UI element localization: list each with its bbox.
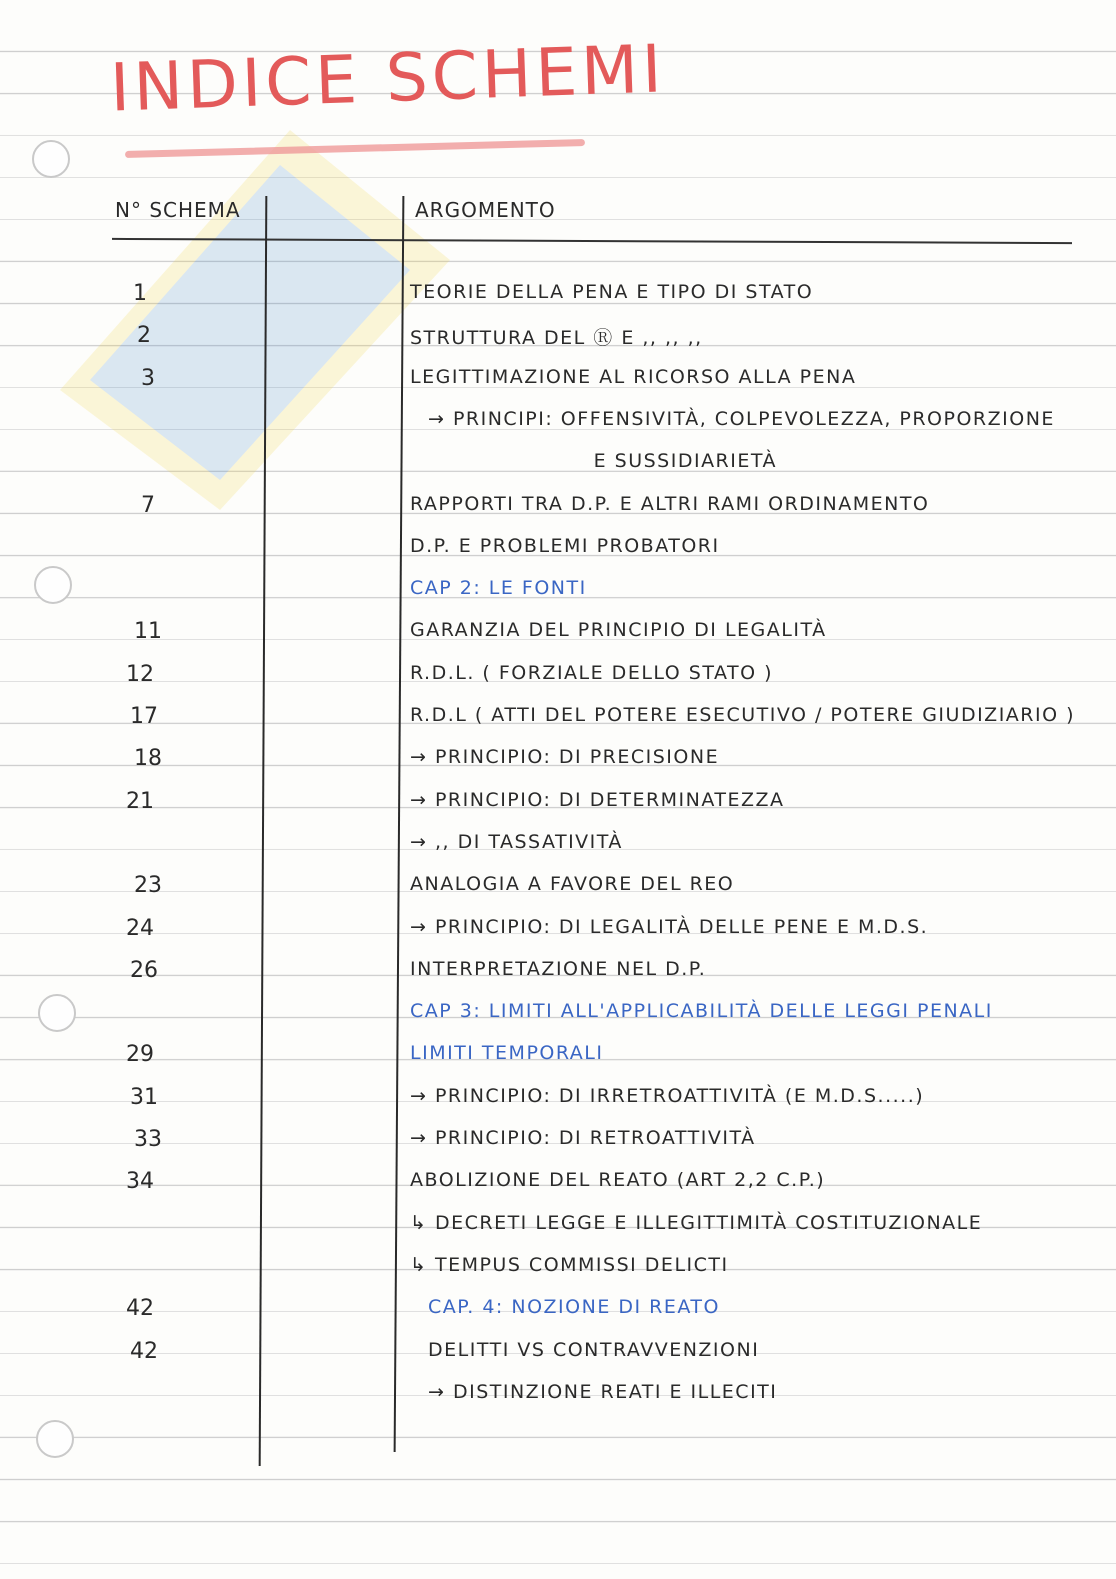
schema-number: 3 (141, 366, 155, 391)
chapter-heading: CAP 3: LIMITI ALL'APPLICABILITÀ DELLE LEGGI PENALI (410, 1000, 993, 1022)
schema-number: 11 (134, 619, 162, 644)
schema-number: 2 (137, 323, 151, 348)
schema-number: 42 (126, 1296, 154, 1321)
topic-text: → PRINCIPIO: DI IRRETROATTIVITÀ (E M.D.S.....) (410, 1085, 925, 1107)
topic-text: D.P. E PROBLEMI PROBATORI (410, 535, 720, 557)
table-row (0, 704, 1116, 740)
topic-text: → PRINCIPIO: DI PRECISIONE (410, 746, 720, 768)
table-row (0, 577, 1116, 613)
topic-text: TEORIE DELLA PENA E TIPO DI STATO (410, 281, 814, 303)
chapter-heading: CAP. 4: NOZIONE DI REATO (428, 1296, 720, 1318)
column-header-topic: ARGOMENTO (415, 198, 556, 222)
schema-number: 18 (134, 746, 162, 771)
table-row (0, 535, 1116, 571)
schema-number: 23 (134, 873, 162, 898)
table-row (0, 1169, 1116, 1205)
table-row (0, 450, 1116, 486)
schema-number: 26 (130, 958, 158, 983)
table-row (0, 1212, 1116, 1248)
table-row (0, 408, 1116, 444)
schema-number: 31 (130, 1085, 158, 1110)
table-row (0, 619, 1116, 655)
topic-text: STRUTTURA DEL Ⓡ E ,, ,, ,, (410, 327, 703, 349)
table-row (0, 1339, 1116, 1375)
table-row (0, 789, 1116, 825)
topic-text: DELITTI VS CONTRAVVENZIONI (428, 1339, 760, 1361)
topic-text: LEGITTIMAZIONE AL RICORSO ALLA PENA (410, 366, 857, 388)
binder-hole-1 (32, 140, 70, 178)
schema-number: 42 (130, 1339, 158, 1364)
topic-text: → PRINCIPIO: DI LEGALITÀ DELLE PENE E M.D.S. (410, 916, 929, 938)
table-row (0, 1381, 1116, 1417)
title-underline (125, 139, 585, 158)
page-title: INDICE SCHEMI (108, 30, 667, 127)
schema-number: 29 (126, 1042, 154, 1067)
topic-text: ↳ TEMPUS COMMISSI DELICTI (410, 1254, 729, 1276)
table-row (0, 916, 1116, 952)
column-header-number: N° SCHEMA (115, 198, 241, 222)
schema-number: 7 (141, 493, 155, 518)
topic-text: → PRINCIPIO: DI DETERMINATEZZA (410, 789, 785, 811)
topic-text: E SUSSIDIARIETÀ (593, 450, 777, 472)
table-row (0, 1254, 1116, 1290)
schema-number: 34 (126, 1169, 154, 1194)
schema-number: 17 (130, 704, 158, 729)
header-rule (112, 238, 1072, 244)
chapter-heading: CAP 2: LE FONTI (410, 577, 587, 599)
topic-text: ↳ DECRETI LEGGE E ILLEGITTIMITÀ COSTITUZIONALE (410, 1212, 983, 1234)
table-row (0, 831, 1116, 867)
topic-text: → PRINCIPIO: DI RETROATTIVITÀ (410, 1127, 756, 1149)
topic-text: → PRINCIPI: OFFENSIVITÀ, COLPEVOLEZZA, PROPORZIONE (428, 408, 1055, 430)
topic-text: → ,, DI TASSATIVITÀ (410, 831, 623, 853)
topic-text: ABOLIZIONE DEL REATO (ART 2,2 C.P.) (410, 1169, 826, 1191)
topic-text: GARANZIA DEL PRINCIPIO DI LEGALITÀ (410, 619, 827, 641)
schema-number: 1 (133, 281, 147, 306)
table-row (0, 366, 1116, 402)
table-row (0, 958, 1116, 994)
topic-text: R.D.L. ( FORZIALE DELLO STATO ) (410, 662, 774, 684)
table-row (0, 1042, 1116, 1078)
table-row (0, 873, 1116, 909)
table-row (0, 1000, 1116, 1036)
topic-text: INTERPRETAZIONE NEL D.P. (410, 958, 707, 980)
topic-text: RAPPORTI TRA D.P. E ALTRI RAMI ORDINAMENTO (410, 493, 930, 515)
schema-number: 33 (134, 1127, 162, 1152)
table-row (0, 281, 1116, 317)
schema-number: 12 (126, 662, 154, 687)
topic-text: → DISTINZIONE REATI E ILLECITI (428, 1381, 778, 1403)
table-row (0, 1296, 1116, 1332)
chapter-heading: LIMITI TEMPORALI (410, 1042, 604, 1064)
table-row (0, 1127, 1116, 1163)
table-row (0, 323, 1116, 359)
table-row (0, 662, 1116, 698)
table-row (0, 1085, 1116, 1121)
table-row (0, 493, 1116, 529)
binder-hole-4 (36, 1420, 74, 1458)
schema-number: 21 (126, 789, 154, 814)
table-row (0, 746, 1116, 782)
topic-text: R.D.L ( ATTI DEL POTERE ESECUTIVO / POTERE GIUDIZIARIO ) (410, 704, 1076, 726)
schema-number: 24 (126, 916, 154, 941)
topic-text: ANALOGIA A FAVORE DEL REO (410, 873, 735, 895)
